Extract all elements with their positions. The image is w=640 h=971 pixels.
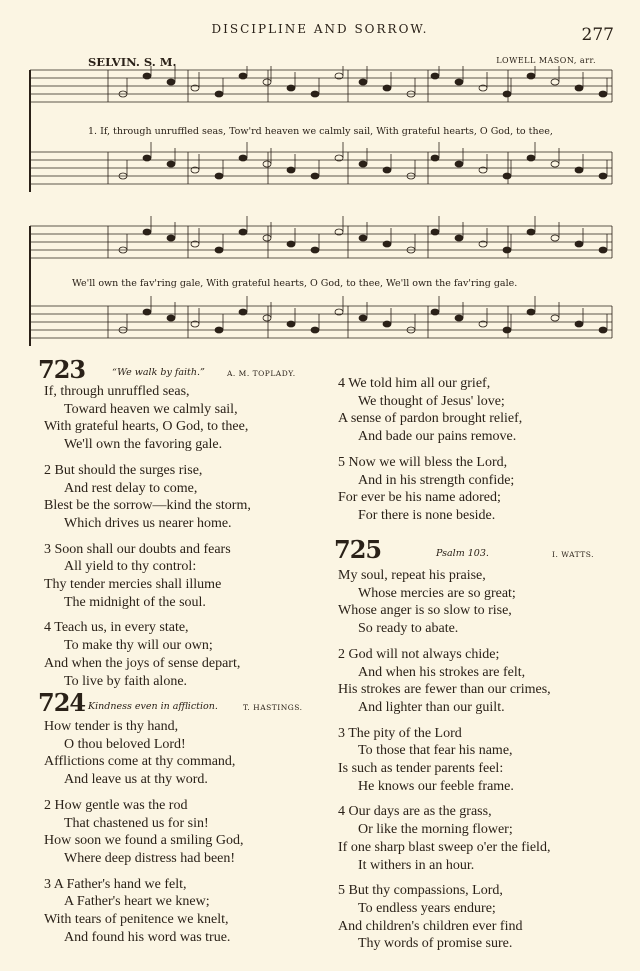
hymn-724-text-left: [44, 718, 244, 946]
lyric-line-1: 1. If, through unruffled seas, Tow'rd heaven we calmly sail, With grateful hearts, O God, to thee,: [88, 126, 553, 137]
hymn-724-text-right: [338, 375, 522, 525]
stanza: 4 Our days are as the grass, Or like the morning flower; If one sharp blast sweep o'er the field, It withers in an hour.: [338, 804, 551, 873]
stanza: 5 But thy compassions, Lord, To endless years endure; And children's children ever find Thy words of promise sure.: [338, 883, 523, 952]
stanza: 3 The pity of the Lord To those that fear his name, Is such as tender parents feel: He knows our feeble frame.: [338, 725, 514, 794]
stanza: 4 We told him all our grief, We thought of Jesus' love; A sense of pardon brought relief, And bade our pains remove.: [338, 376, 523, 445]
stanza: 5 Now we will bless the Lord, And in his strength confide; For ever be his name adored; For there is none beside.: [338, 454, 515, 523]
stanza: 4 Teach us, in every state, To make thy will our own; And when the joys of sense depart, To live by faith alone.: [44, 620, 241, 689]
stanza: How tender is thy hand, O thou beloved Lord! Afflictions come at thy command, And leave us at thy word.: [44, 719, 236, 788]
stanza: 2 How gentle was the rod That chastened us for sin! How soon we found a smiling God, Where deep distress had been!: [44, 797, 244, 866]
lyric-line-2: We'll own the fav'ring gale, With grateful hearts, O God, to thee, We'll own the fav'ring gale.: [72, 278, 518, 289]
hymn-number: 723: [38, 355, 86, 384]
hymn-725-author: I. WATTS.: [552, 550, 594, 559]
staff-lines: [30, 66, 612, 346]
stanza: 2 But should the surges rise, And rest delay to come, Blest be the sorrow—kind the storm, Which drives us nearer home.: [44, 462, 251, 531]
page-number: 277: [581, 25, 614, 45]
hymn-723-title: “We walk by faith.”: [112, 367, 205, 378]
hymn-number: 724: [38, 688, 86, 717]
hymn-723-text: [44, 383, 251, 690]
stanza: If, through unruffled seas, Toward heaven we calmly sail, With grateful hearts, O God, to thee, We'll own the favoring gale.: [44, 384, 249, 453]
tune-name: SELVIN. S. M.: [88, 55, 177, 69]
page-header: DISCIPLINE AND SORROW.: [211, 22, 429, 36]
hymn-724-title: Kindness even in affliction.: [88, 701, 218, 712]
hymn-724-heading: [38, 688, 85, 717]
hymn-723-author: A. M. TOPLADY.: [227, 369, 296, 378]
stanza: 2 God will not always chide; And when his strokes are felt, His strokes are fewer than our crimes, And lighter than our guilt.: [338, 646, 551, 715]
stanza: My soul, repeat his praise, Whose mercies are so great; Whose anger is so slow to rise, So ready to abate.: [338, 568, 516, 637]
hymn-725-title: Psalm 103.: [436, 548, 489, 559]
hymn-724-author: T. HASTINGS.: [243, 703, 303, 712]
hymn-725-heading: [334, 535, 381, 564]
stanza: 3 Soon shall our doubts and fears All yield to thy control: Thy tender mercies shall illume The midnight of the soul.: [44, 541, 231, 610]
stanza: 3 A Father's hand we felt, A Father's heart we knew; With tears of penitence we knelt, And found his word was true.: [44, 876, 231, 945]
composer: LOWELL MASON, arr.: [496, 56, 596, 65]
music-score: [28, 66, 618, 356]
hymn-number: 725: [334, 535, 382, 564]
hymn-723-heading: [38, 355, 85, 384]
hymn-725-text: [338, 567, 551, 953]
